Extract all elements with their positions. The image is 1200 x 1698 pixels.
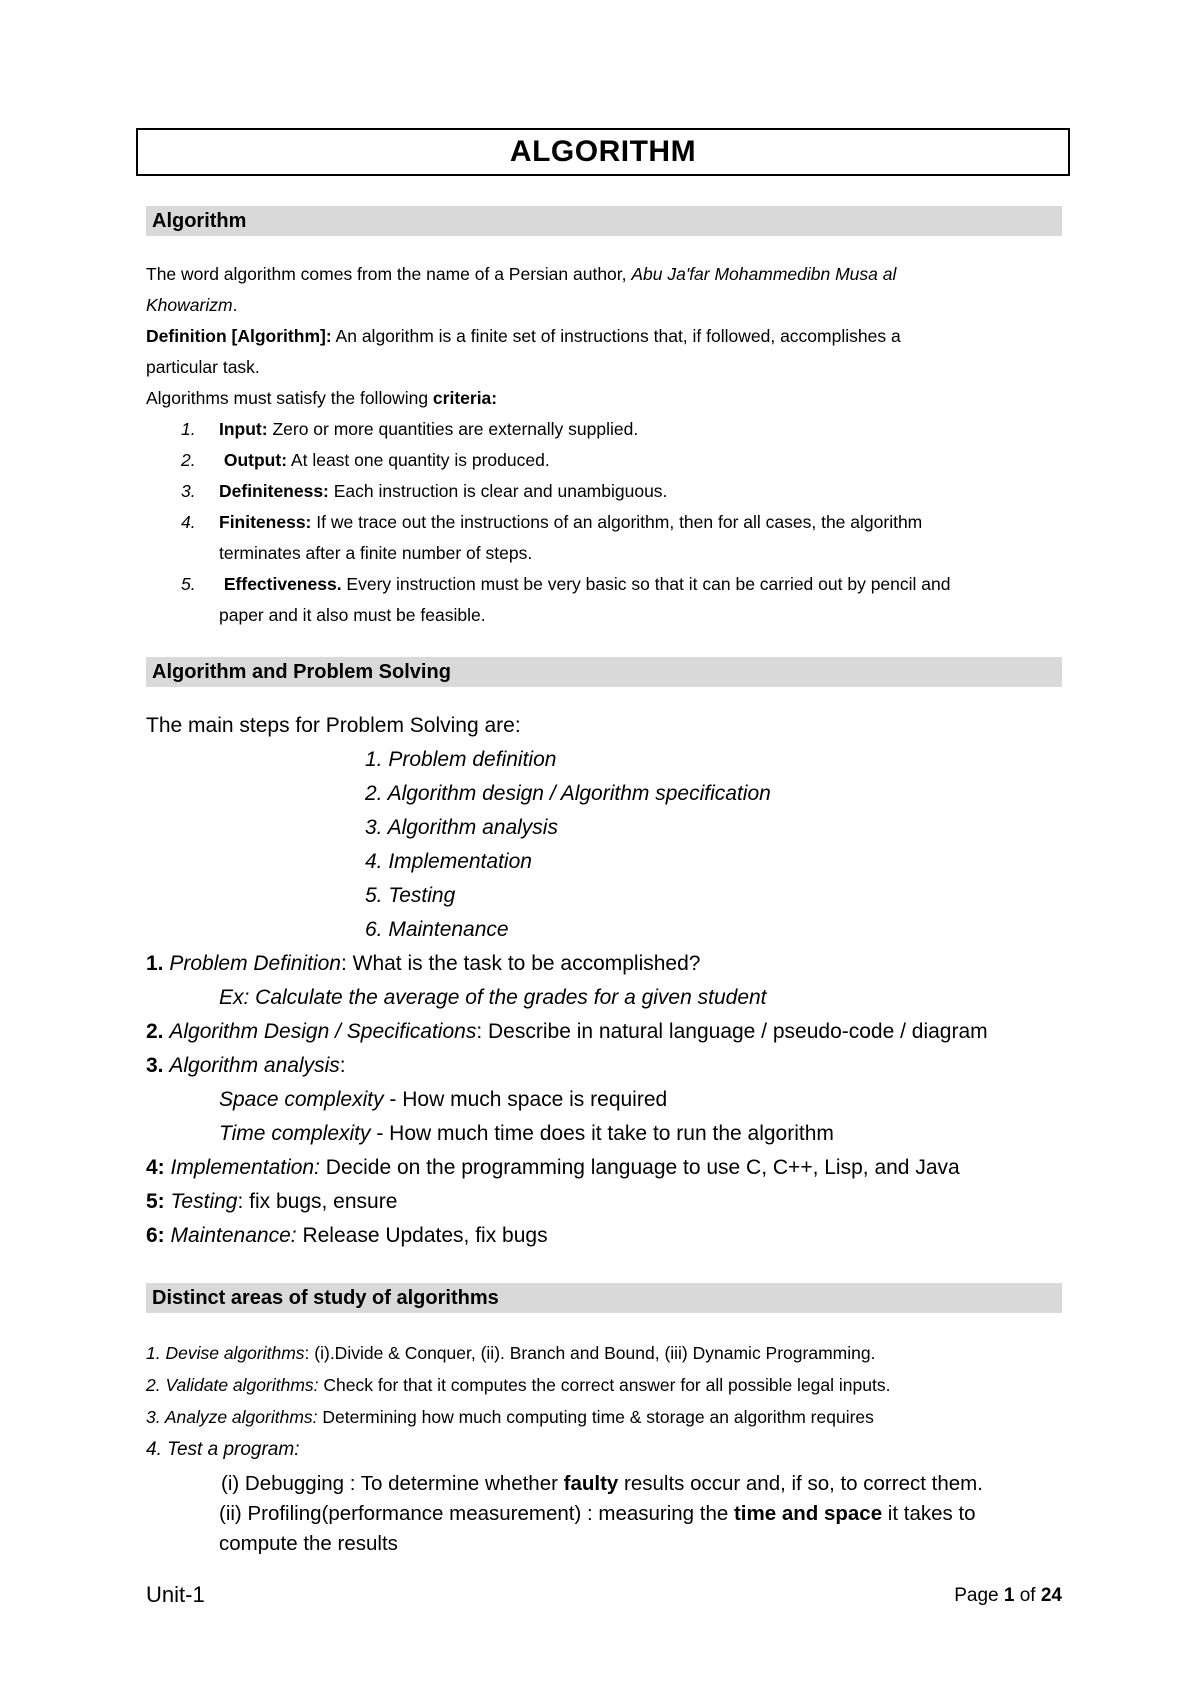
- step-item: [365, 850, 532, 874]
- area-number: 4.: [146, 1439, 168, 1460]
- area-term: Validate algorithms:: [165, 1375, 319, 1395]
- criteria-item-effectiveness-cont: paper and it also must be feasible.: [219, 605, 486, 625]
- definition-label: Definition [Algorithm]:: [146, 326, 332, 346]
- step-item: [365, 782, 771, 806]
- detail-number: 3.: [146, 1054, 164, 1077]
- detail-text: : Describe in natural language / pseudo-code / diagram: [476, 1020, 988, 1043]
- criteria-term: Input:: [219, 419, 268, 439]
- list-number: 4.: [181, 512, 196, 532]
- area-number: 3.: [146, 1407, 165, 1427]
- detail-term: Time complexity: [219, 1122, 371, 1145]
- step-text: 3. Algorithm analysis: [365, 816, 558, 839]
- detail-space-complexity: [219, 1088, 667, 1112]
- detail-text: :: [339, 1054, 346, 1077]
- detail-maintenance: [146, 1224, 548, 1248]
- area-text: Determining how much computing time & storage an algorithm requires: [317, 1407, 874, 1427]
- detail-time-complexity: [219, 1122, 834, 1146]
- step-text: 6. Maintenance: [365, 918, 509, 941]
- detail-example: [219, 986, 767, 1010]
- criteria-desc: Every instruction must be very basic so that it can be carried out by pencil and: [341, 574, 951, 594]
- criteria-term: Definiteness:: [219, 481, 329, 501]
- criteria-desc: If we trace out the instructions of an algorithm, then for all cases, the algorithm: [311, 512, 923, 532]
- intro-end: .: [232, 295, 238, 315]
- section-heading-algorithm: Algorithm: [146, 206, 1062, 236]
- step-item: [365, 748, 556, 772]
- detail-text: - How much time does it take to run the algorithm: [370, 1122, 834, 1145]
- detail-algorithm-analysis: [146, 1054, 346, 1078]
- debugging-line: [221, 1472, 983, 1496]
- criteria-label: criteria:: [432, 388, 498, 408]
- profiling-emphasis: time and space: [733, 1502, 883, 1525]
- debugging-emphasis: faulty: [563, 1472, 619, 1495]
- area-number: 2.: [146, 1375, 166, 1395]
- footer-unit: Unit-1: [146, 1582, 205, 1607]
- definition-text: An algorithm is a finite set of instructions that, if followed, accomplishes a: [331, 326, 901, 346]
- section-heading-areas-of-study: Distinct areas of study of algorithms: [146, 1283, 1062, 1313]
- intro-line-1: [146, 264, 896, 285]
- profiling-line-cont: compute the results: [219, 1532, 398, 1555]
- detail-term: Problem Definition: [169, 952, 341, 975]
- criteria-text: Algorithms must satisfy the following: [146, 388, 433, 408]
- criteria-item-output: [181, 450, 550, 471]
- detail-problem-definition: [146, 952, 700, 976]
- area-text: : (i).Divide & Conquer, (ii). Branch and Bound, (iii) Dynamic Programming.: [304, 1343, 876, 1363]
- area-number: 1.: [146, 1343, 166, 1363]
- author-name: Abu Ja'far Mohammedibn Musa al: [631, 264, 897, 284]
- page-current: 1: [1003, 1585, 1015, 1606]
- step-item: [365, 884, 455, 908]
- step-text: 4. Implementation: [365, 850, 532, 873]
- detail-term: Maintenance:: [170, 1224, 297, 1247]
- area-text: Check for that it computes the correct answer for all possible legal inputs.: [318, 1375, 891, 1395]
- detail-text: Release Updates, fix bugs: [296, 1224, 548, 1247]
- step-text: 2. Algorithm design / Algorithm specification: [365, 782, 771, 805]
- area-test-program: [146, 1439, 300, 1461]
- detail-implementation: [146, 1156, 960, 1180]
- criteria-item-input: [181, 419, 638, 440]
- detail-term: Algorithm analysis: [169, 1054, 340, 1077]
- area-term: Analyze algorithms:: [164, 1407, 318, 1427]
- definition-line-2: particular task.: [146, 357, 260, 377]
- detail-text: : fix bugs, ensure: [237, 1190, 398, 1213]
- detail-number: 4:: [146, 1156, 165, 1179]
- detail-term: Space complexity: [219, 1088, 384, 1111]
- page-of: of: [1019, 1585, 1036, 1606]
- area-term: Test a program:: [167, 1439, 300, 1460]
- step-text: 5. Testing: [365, 884, 456, 907]
- criteria-desc: At least one quantity is produced.: [287, 450, 550, 470]
- page-label: Page: [954, 1585, 999, 1606]
- detail-testing: [146, 1190, 397, 1214]
- criteria-desc: Zero or more quantities are externally supplied.: [267, 419, 639, 439]
- criteria-item-finiteness: [181, 512, 922, 533]
- detail-term: Testing: [170, 1190, 238, 1213]
- list-number: 5.: [181, 574, 196, 594]
- detail-text: : What is the task to be accomplished?: [340, 952, 701, 975]
- document-title: ALGORITHM: [136, 128, 1070, 176]
- step-item: [365, 918, 509, 942]
- criteria-item-definiteness: [181, 481, 667, 502]
- criteria-desc: Each instruction is clear and unambiguous.: [328, 481, 668, 501]
- section-heading-problem-solving: Algorithm and Problem Solving: [146, 657, 1062, 687]
- list-number: 2.: [181, 450, 196, 470]
- detail-text: Decide on the programming language to use C, C++, Lisp, and Java: [319, 1156, 960, 1179]
- area-devise: [146, 1343, 875, 1364]
- detail-number: 2.: [146, 1020, 164, 1043]
- debugging-text-end: results occur and, if so, to correct them.: [618, 1472, 983, 1495]
- detail-number: 6:: [146, 1224, 165, 1247]
- criteria-term: Output:: [219, 450, 288, 470]
- page-total: 24: [1040, 1585, 1062, 1606]
- profiling-text-end: it takes to: [882, 1502, 976, 1525]
- detail-number: 5:: [146, 1190, 165, 1213]
- debugging-text: (i) Debugging : To determine whether: [221, 1472, 564, 1495]
- example-text: Ex: Calculate the average of the grades for a given student: [219, 986, 767, 1009]
- list-number: 3.: [181, 481, 196, 501]
- area-validate: [146, 1375, 890, 1396]
- profiling-text: (ii) Profiling(performance measurement) : measuring the: [219, 1502, 734, 1525]
- definition-line-1: [146, 326, 901, 347]
- profiling-line: [219, 1502, 976, 1526]
- step-item: [365, 816, 558, 840]
- author-name-cont: Khowarizm: [146, 295, 233, 315]
- criteria-line: [146, 388, 497, 409]
- problem-solving-intro: The main steps for Problem Solving are:: [146, 714, 521, 737]
- detail-term: Algorithm Design / Specifications: [169, 1020, 477, 1043]
- detail-term: Implementation:: [170, 1156, 320, 1179]
- area-term: Devise algorithms: [165, 1343, 305, 1363]
- area-analyze: [146, 1407, 874, 1428]
- step-text: 1. Problem definition: [365, 748, 557, 771]
- intro-line-2: [146, 295, 237, 316]
- detail-text: - How much space is required: [383, 1088, 668, 1111]
- intro-text: The word algorithm comes from the name of a Persian author,: [146, 264, 632, 284]
- detail-algorithm-design: [146, 1020, 988, 1044]
- criteria-term: Effectiveness.: [219, 574, 342, 594]
- list-number: 1.: [181, 419, 196, 439]
- criteria-term: Finiteness:: [219, 512, 312, 532]
- detail-number: 1.: [146, 952, 164, 975]
- criteria-item-effectiveness: [181, 574, 950, 595]
- criteria-item-finiteness-cont: terminates after a finite number of steps.: [219, 543, 533, 563]
- footer-page-number: [954, 1585, 1062, 1607]
